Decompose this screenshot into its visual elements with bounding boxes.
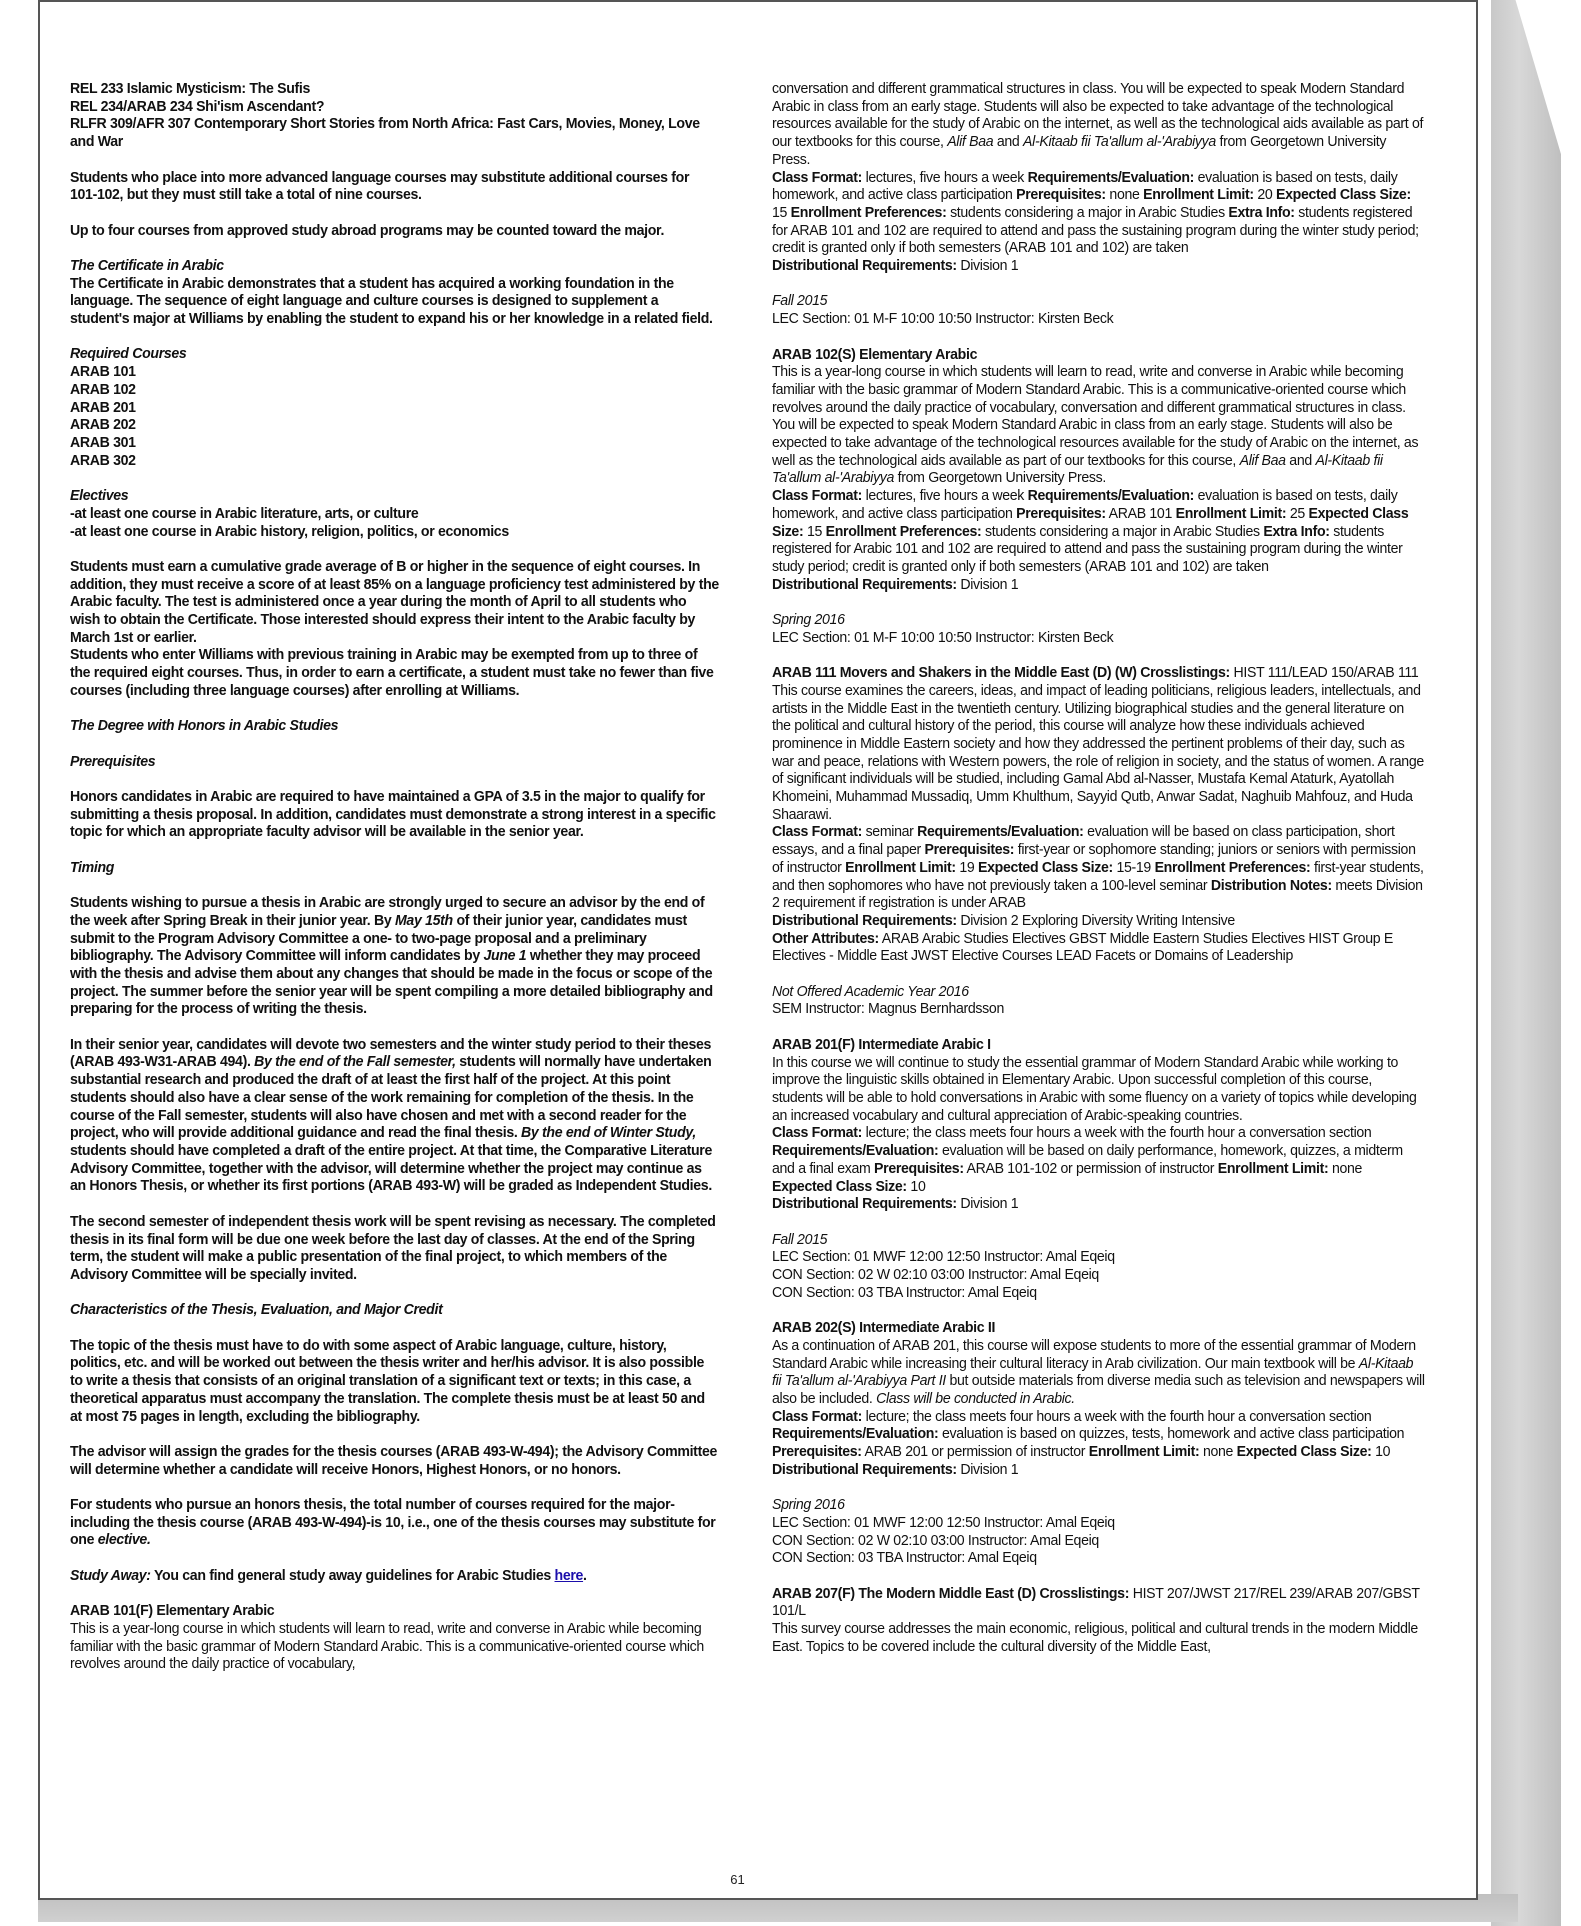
required-course: ARAB 101	[70, 363, 136, 381]
arab111-term: Not Offered Academic Year 2016	[772, 982, 969, 1000]
arab202-details: Class Format: lecture; the class meets four hours a week with the fourth hour a conversation section Requirements/Evaluation: evaluation is based on quizzes, tests, homework and active class participation Prerequisites: ARAB 201 or permission of instructor Enrollment Limit: none Expected Class Size: 10	[772, 1407, 1405, 1461]
arab101-details: Class Format: lectures, five hours a week Requirements/Evaluation: evaluation is based on tests, daily homework, and active class participation Prerequisites: none Enrollment Limit: 20 Expected Class Size: 15 Enrollment Preferences: students considering a major in Arabic Studies Extra Info: students registered for ARAB 101 and 102 are required to attend and pass the sustaining program during the winter study period; credit is granted only if both semesters (ARAB 101 and 102) are taken	[772, 168, 1419, 257]
arab101-distribution: Distributional Requirements: Division 1	[772, 257, 1019, 275]
arab102-title: ARAB 102(S) Elementary Arabic	[772, 345, 978, 363]
paragraph-honors-prereq: Honors candidates in Arabic are required to have maintained a GPA of 3.5 in the major to qualify for submitting a thesis proposal. In addition, candidates must demonstrate a strong interest in a specific topic for which an appropriate faculty advisor will be available in the senior year.	[70, 787, 716, 841]
header-line: RLFR 309/AFR 307 Contemporary Short Stories from North Africa: Fast Cars, Movies, Money, Love and War	[70, 115, 700, 151]
arab101-description-cont: conversation and different grammatical structures in class. You will be expected to speak Modern Standard Arabic in class from an early stage. Students will also be expected to take advantage of the technological resources available for the study of Arabic on the internet, as well as the technological aids available as part of our textbooks for this course, Alif Baa and Al-Kitaab fii Ta'allum al-'Arabiyya from Georgetown University Press.	[772, 80, 1424, 168]
paragraph-previous-training: Students who enter Williams with previous training in Arabic may be exempted from up to three of the required eight courses. Thus, in order to earn a certificate, a student must take no fewer than five courses (including three language courses) after enrolling at Williams.	[70, 646, 714, 699]
arab202-section: CON Section: 03 TBA Instructor: Amal Eqeiq	[772, 1549, 1037, 1567]
paragraph-characteristics-1: The topic of the thesis must have to do with some aspect of Arabic language, culture, history, politics, etc. and will be worked out between the thesis writer and her/his advisor. It is also possible to write a thesis that consists of an original translation of a significant text or texts; in this case, a theoretical apparatus must accompany the translation. The complete thesis must be at least 50 and at most 75 pages in length, excluding the bibliography.	[70, 1336, 705, 1425]
paragraph-timing-2: In their senior year, candidates will devote two semesters and the winter study period to their theses (ARAB 493-W31-ARAB 494). By the end of the Fall semester, students will normally have undertaken substantial research and produced the draft of at least the first half of the project. At this point students should also have a clear sense of the work remaining for completion of the thesis. In the course of the Fall semester, students will also have chosen and met with a second reader for the project, who will provide additional guidance and read the final thesis. By the end of Winter Study, students should have completed a draft of the entire project. At that time, the Comparative Literature Advisory Committee, together with the advisor, will determine whether the project may continue as an Honors Thesis, or whether its first portions (ARAB 493-W) will be graded as Independent Studies.	[70, 1035, 713, 1195]
arab202-distribution: Distributional Requirements: Division 1	[772, 1460, 1019, 1478]
header-line: REL 233 Islamic Mysticism: The Sufis	[70, 80, 311, 97]
arab101-term: Fall 2015	[772, 292, 828, 310]
elective-item: -at least one course in Arabic literature, arts, or culture	[70, 504, 419, 522]
arab202-section: LEC Section: 01 MWF 12:00 12:50 Instructor: Amal Eqeiq	[772, 1513, 1115, 1531]
arab202-term: Spring 2016	[772, 1496, 845, 1514]
arab102-description: This is a year-long course in which students will learn to read, write and converse in Arabic while becoming familiar with the basic grammar of Modern Standard Arabic. This is a communicative-oriented course which revolves around the daily practice of vocabulary, conversation and different grammatical structures in class. You will be expected to speak Modern Standard Arabic in class from an early stage. Students will also be expected to take advantage of the technological resources available for the study of Arabic on the internet, as well as the technological aids available as part of our textbooks for this course, Alif Baa and Al-Kitaab fii Ta'allum al-'Arabiyya from Georgetown University Press.	[772, 363, 1419, 487]
arab101-section: LEC Section: 01 M-F 10:00 10:50 Instructor: Kirsten Beck	[772, 310, 1114, 328]
arab201-title: ARAB 201(F) Intermediate Arabic I	[772, 1035, 991, 1053]
right-column	[772, 80, 1425, 1655]
arab102-details: Class Format: lectures, five hours a week Requirements/Evaluation: evaluation is based on tests, daily homework, and active class participation Prerequisites: ARAB 101 Enrollment Limit: 25 Expected Class Size: 15 Enrollment Preferences: students considering a major in Arabic Studies Extra Info: students registered for Arabic 101 and 102 are required to attend and pass the sustaining program during the winter study period; credit is granted only if both semesters (ARAB 101 and 102) are taken	[772, 487, 1409, 575]
paragraph-characteristics-3: For students who pursue an honors thesis, the total number of courses required for the major-including the thesis course (ARAB 493-W-494)-is 10, i.e., one of the thesis courses may substitute for one elective.	[70, 1495, 716, 1549]
required-course: ARAB 301	[70, 434, 136, 451]
paragraph-timing-1: Students wishing to pursue a thesis in Arabic are strongly urged to secure an advisor by the end of the week after Spring Break in their junior year. By May 15th of their junior year, candidates must submit to the Program Advisory Committee a one- to two-page proposal and a preliminary bibliography. The Advisory Committee will inform candidates by June 1 whether they may proceed with the thesis and advise them about any changes that should be made in the focus or scope of the project. The summer before the senior year will be spent compiling a more detailed bibliography and preparing for the process of writing the thesis.	[70, 894, 713, 1018]
arab202-title: ARAB 202(S) Intermediate Arabic II	[772, 1319, 996, 1337]
arab102-distribution: Distributional Requirements: Division 1	[772, 575, 1019, 593]
paragraph-grade: Students must earn a cumulative grade average of B or higher in the sequence of eight courses. In addition, they must receive a score of at least 85% on a language proficiency test administered by the Arabic faculty. The test is administered once a year during the month of April to all students who wish to obtain the Certificate. Those interested should express their intent to the Arabic faculty by March 1st or earlier.	[70, 557, 719, 646]
arab111-description: This course examines the careers, ideas, and impact of leading politicians, religious leaders, intellectuals, and artists in the Middle East in the twentieth century. Utilizing biographical studies and the general literature on the political and cultural history of the period, this course will analyze how these individuals achieved prominence in Middle Eastern society and how they addressed the pertinent problems of their day, such as war and peace, relations with Western powers, the role of religion in society, and the status of women. A range of significant individuals will be studied, including Gamal Abd al-Nasser, Mustafa Kemal Ataturk, Ayatollah Khomeini, Muhammad Mussadiq, Umm Khulthum, Sayyid Qutb, Anwar Sadat, Naghuib Mahfouz, and Huda Shaarawi.	[772, 681, 1424, 823]
prerequisites-heading: Prerequisites	[70, 752, 156, 770]
required-course: ARAB 102	[70, 380, 136, 398]
page-edge-shadow	[1491, 0, 1561, 1926]
paragraph-timing-3: The second semester of independent thesis work will be spent revising as necessary. The completed thesis in its final form will be due one week before the last day of classes. At the end of the Spring term, the student will make a public presentation of the final project, to which members of the Advisory Committee will be specially invited.	[70, 1212, 716, 1283]
left-column	[70, 80, 719, 1673]
electives-heading: Electives	[70, 487, 129, 505]
required-course: ARAB 201	[70, 398, 136, 416]
arab101-title: ARAB 101(F) Elementary Arabic	[70, 1602, 275, 1620]
arab202-section: CON Section: 02 W 02:10 03:00 Instructor: Amal Eqeiq	[772, 1531, 1099, 1549]
required-course: ARAB 202	[70, 416, 136, 434]
arab102-section: LEC Section: 01 M-F 10:00 10:50 Instructor: Kirsten Beck	[772, 628, 1114, 646]
arab201-distribution: Distributional Requirements: Division 1	[772, 1195, 1019, 1213]
arab202-description: As a continuation of ARAB 201, this course will expose students to more of the essential grammar of Modern Standard Arabic while increasing their cultural literacy in Arab civilization. Our main textbook will be Al-Kitaab fii Ta'allum al-'Arabiyya Part II but outside materials from diverse media such as television and newspapers will also be included. Class will be conducted in Arabic.	[772, 1336, 1425, 1407]
arab207-title: ARAB 207(F) The Modern Middle East (D) Crosslistings: HIST 207/JWST 217/REL 239/ARAB 207/GBST 101/L	[772, 1584, 1420, 1620]
characteristics-heading: Characteristics of the Thesis, Evaluation, and Major Credit	[70, 1301, 443, 1319]
page-number: 61	[730, 1872, 745, 1887]
arab201-section: CON Section: 02 W 02:10 03:00 Instructor: Amal Eqeiq	[772, 1266, 1099, 1283]
arab201-term: Fall 2015	[772, 1230, 828, 1248]
honors-heading: The Degree with Honors in Arabic Studies	[70, 717, 339, 735]
paragraph-study-abroad: Up to four courses from approved study abroad programs may be counted toward the major.	[70, 221, 665, 239]
arab201-details: Class Format: lecture; the class meets four hours a week with the fourth hour a conversation section Requirements/Evaluation: evaluation will be based on daily performance, homework, quizzes, a midterm and a final exam Prerequisites: ARAB 101-102 or permission of instructor Enrollment Limit: none Expected Class Size: 10	[772, 1124, 1403, 1195]
arab207-description: This survey course addresses the main economic, religious, political and cultural trends in the modern Middle East. Topics to be covered include the cultural diversity of the Middle East,	[772, 1620, 1418, 1655]
header-line: REL 234/ARAB 234 Shi'ism Ascendant?	[70, 97, 325, 115]
required-courses-heading: Required Courses	[70, 345, 187, 363]
arab111-other-attributes: Other Attributes: ARAB Arabic Studies Electives GBST Middle Eastern Studies Electives HIST Group E Electives - Middle East JWST Elective Courses LEAD Facets or Domains of Leadership	[772, 929, 1393, 965]
arab201-section: CON Section: 03 TBA Instructor: Amal Eqeiq	[772, 1283, 1037, 1301]
elective-item: -at least one course in Arabic history, religion, politics, or economics	[70, 522, 509, 540]
arab111-distribution: Distributional Requirements: Division 2 Exploring Diversity Writing Intensive	[772, 911, 1235, 929]
paragraph-substitute: Students who place into more advanced language courses may substitute additional courses for 101-102, but they must still take a total of nine courses.	[70, 168, 690, 204]
certificate-heading: The Certificate in Arabic	[70, 256, 224, 274]
arab111-details: Class Format: seminar Requirements/Evaluation: evaluation will be based on class participation, short essays, and a final paper Prerequisites: first-year or sophomore standing; juniors or seniors with permission of instructor Enrollment Limit: 19 Expected Class Size: 15-19 Enrollment Preferences: first-year students, and then sophomores who have not previously taken a 100-level seminar Distribution Notes: meets Division 2 requirement if registration is under ARAB	[772, 823, 1424, 912]
arab111-section: SEM Instructor: Magnus Bernhardsson	[772, 1000, 1004, 1018]
arab101-description: This is a year-long course in which students will learn to read, write and converse in Arabic while becoming familiar with the basic grammar of Modern Standard Arabic. This is a communicative-oriented course which revolves around the daily practice of vocabulary,	[70, 1619, 704, 1673]
paragraph-characteristics-2: The advisor will assign the grades for the thesis courses (ARAB 493-W-494); the Advisory Committee will determine whether a candidate will receive Honors, Highest Honors, or no honors.	[70, 1442, 718, 1478]
study-away: Study Away: You can find general study away guidelines for Arabic Studies here.	[70, 1566, 587, 1584]
required-course: ARAB 302	[70, 451, 136, 469]
arab111-title: ARAB 111 Movers and Shakers in the Middle East (D) (W) Crosslistings: HIST 111/LEAD 150/ARAB 111	[772, 664, 1419, 682]
study-away-here-link[interactable]: here	[554, 1566, 584, 1584]
timing-heading: Timing	[70, 858, 115, 876]
arab201-section: LEC Section: 01 MWF 12:00 12:50 Instructor: Amal Eqeiq	[772, 1248, 1115, 1266]
arab102-term: Spring 2016	[772, 611, 845, 629]
certificate-text: The Certificate in Arabic demonstrates that a student has acquired a working foundation in the language. The sequence of eight language and culture courses is designed to supplement a student's major at Williams by enabling the student to expand his or her knowledge in a related field.	[70, 274, 713, 328]
arab201-description: In this course we will continue to study the essential grammar of Modern Standard Arabic while working to improve the linguistic skills obtained in Elementary Arabic. Upon successful completion of this course, students will be able to hold conversations in Arabic with some fluency on a variety of topics while developing an increased vocabulary and cultural appreciation of Arabic-speaking countries.	[772, 1053, 1417, 1124]
